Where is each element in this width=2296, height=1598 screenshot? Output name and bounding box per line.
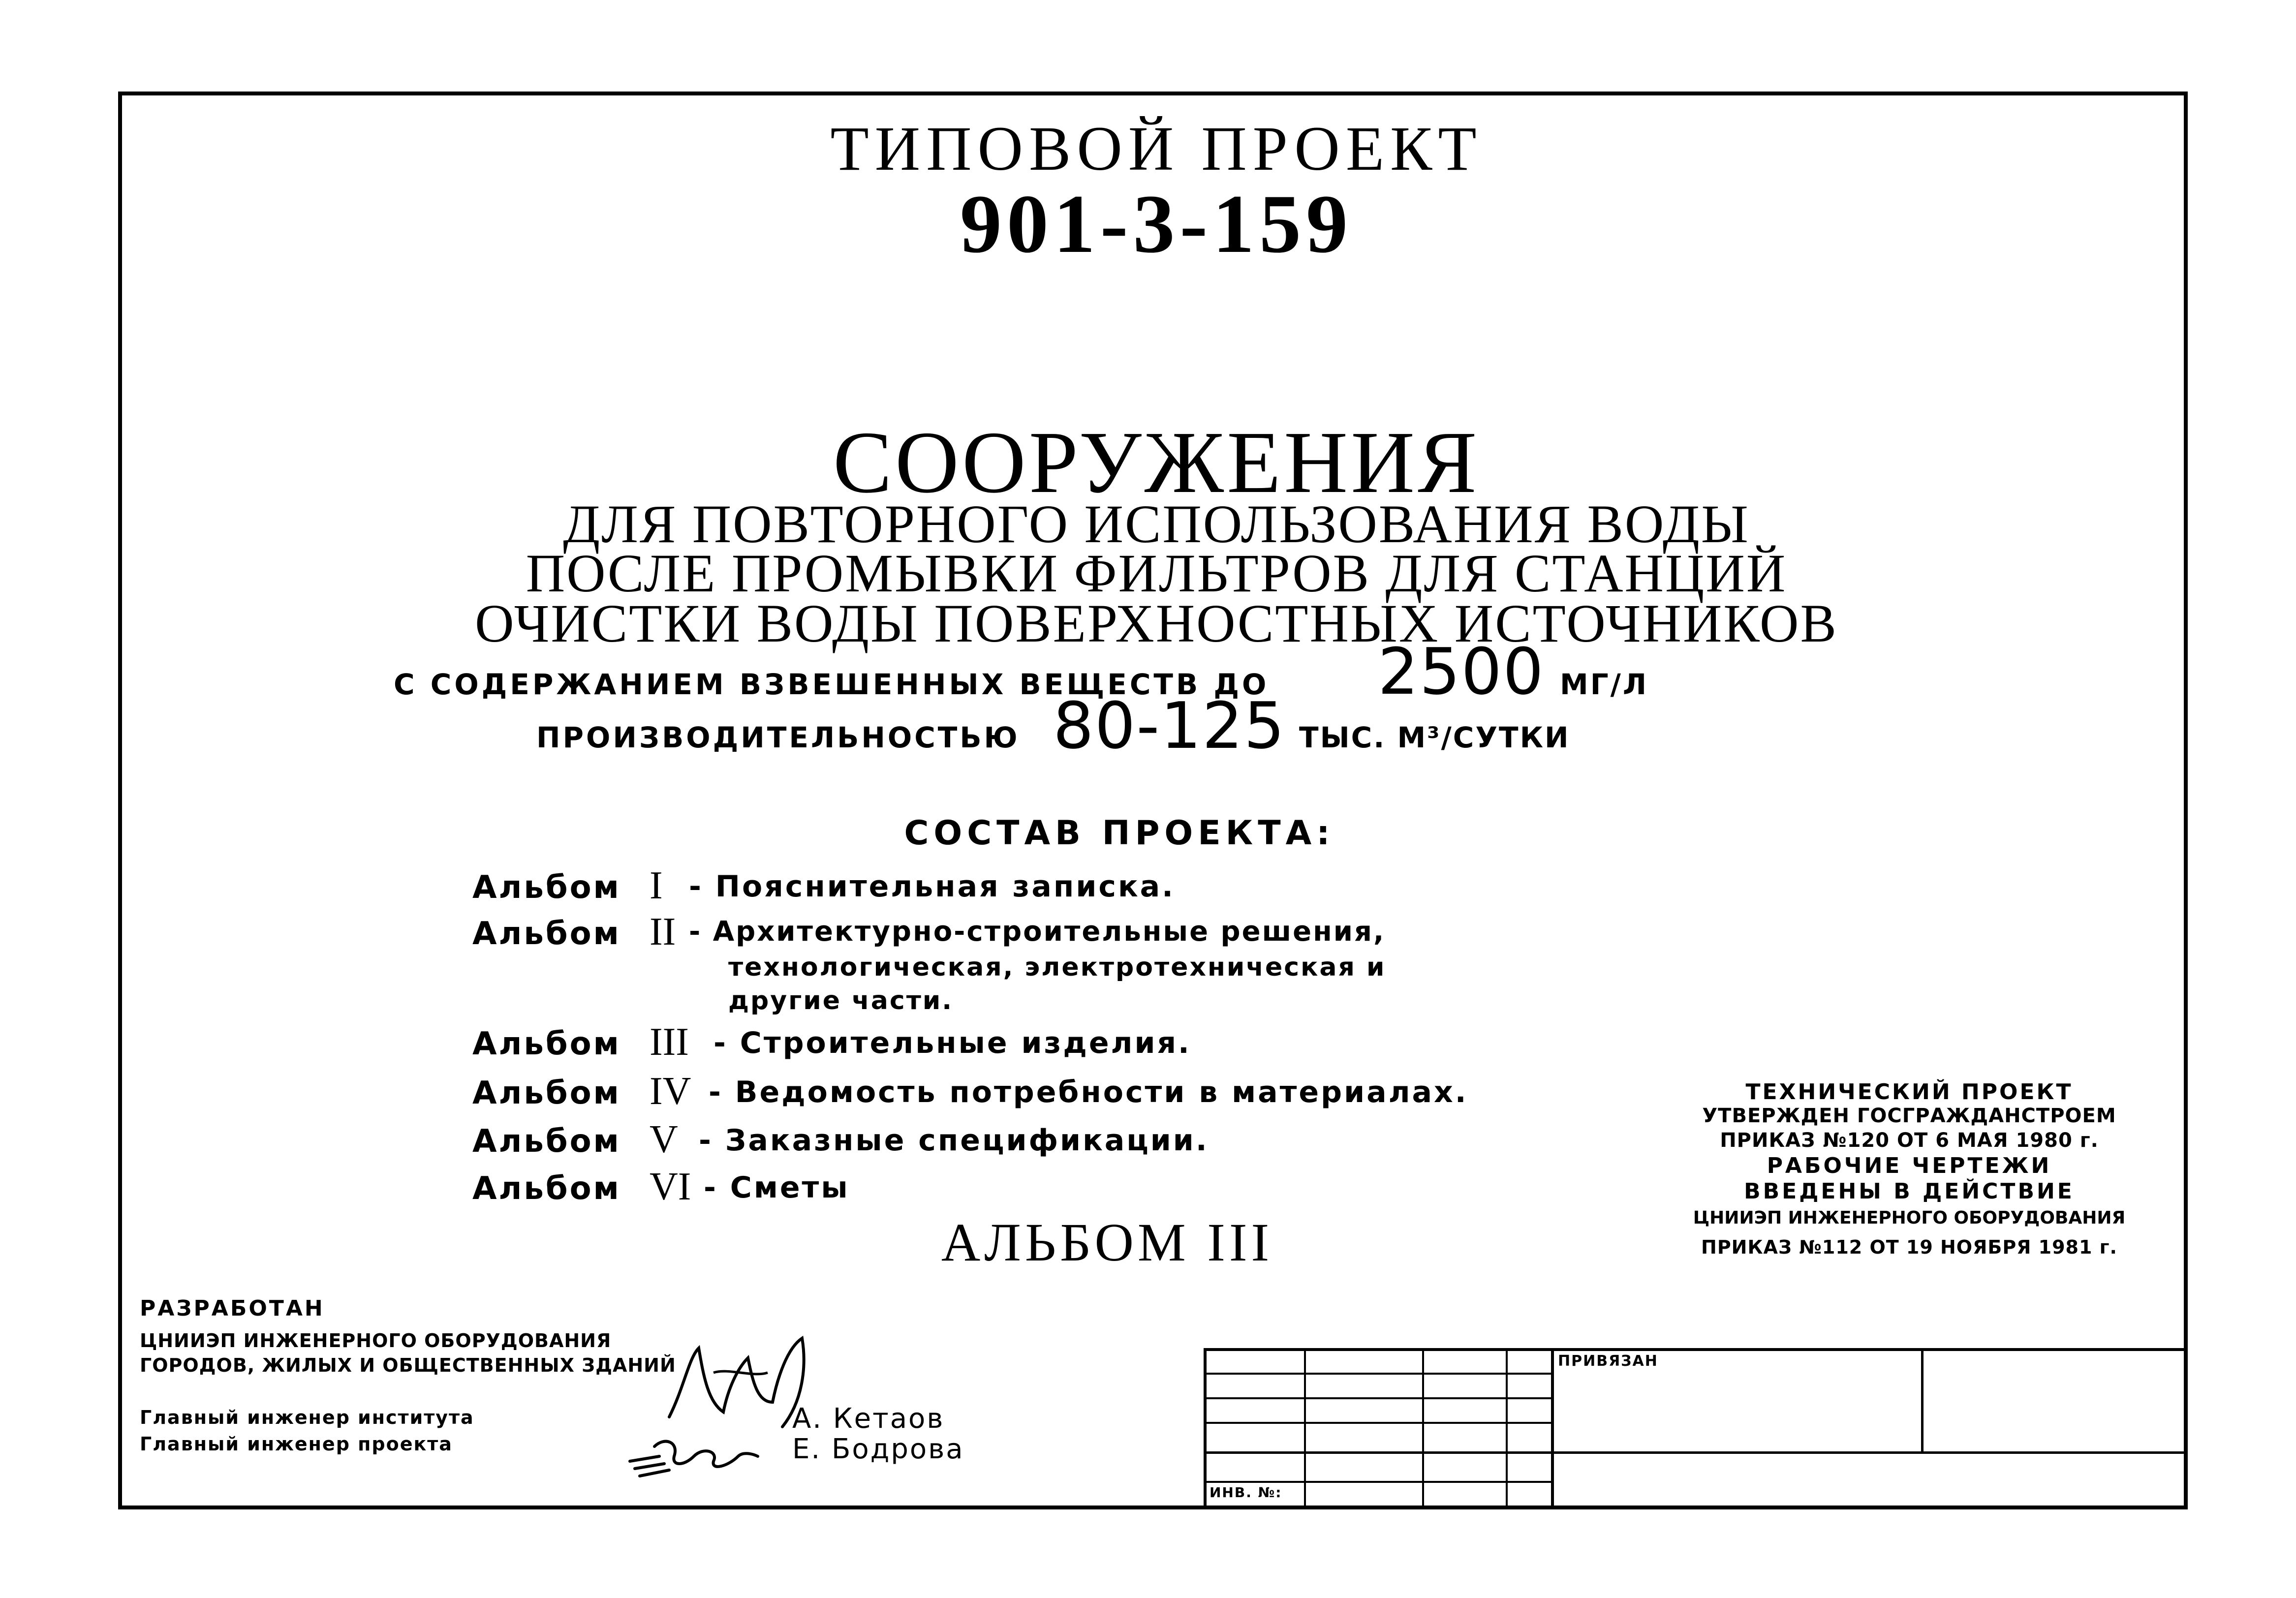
developer-line: ЦНИИЭП ИНЖЕНЕРНОГО ОБОРУДОВАНИЯ: [140, 1330, 612, 1352]
title-main: СООРУЖЕНИЯ: [833, 413, 1480, 511]
album-label: Альбом: [472, 869, 621, 906]
album-numeral: V: [650, 1118, 678, 1161]
role-chief-project: Главный инженер проекта: [140, 1433, 453, 1455]
album-label: Альбом: [472, 1170, 621, 1207]
stamp-grid-line: [1304, 1348, 1306, 1506]
album-text: - Архитектурно-строительные решения,: [689, 916, 1386, 948]
album-text-cont: другие части.: [728, 986, 954, 1015]
content-value: 2500: [1378, 634, 1545, 709]
signature-bodrova-icon: [625, 1427, 792, 1481]
signer-name-1: А. Кетаов: [792, 1403, 945, 1435]
stamp-border: [1204, 1348, 2188, 1351]
title-line-3: ПОСЛЕ ПРОМЫВКИ ФИЛЬТРОВ ДЛЯ СТАНЦИЙ: [526, 543, 1787, 603]
album-numeral: III: [650, 1020, 689, 1064]
composition-heading: СОСТАВ ПРОЕКТА:: [904, 814, 1335, 853]
album-numeral: II: [650, 910, 676, 953]
approval-line: ПРИКАЗ №112 ОТ 19 НОЯБРЯ 1981 г.: [1701, 1236, 2117, 1258]
album-text-cont: технологическая, электротехническая и: [728, 953, 1386, 982]
sheet-frame: [118, 92, 2188, 1509]
album-text: - Строительные изделия.: [714, 1026, 1191, 1060]
approval-line: ВВЕДЕНЫ В ДЕЙСТВИЕ: [1744, 1179, 2075, 1204]
approval-line: УТВЕРЖДЕН ГОСГРАЖДАНСТРОЕМ: [1702, 1105, 2116, 1127]
capacity-prefix: ПРОИЗВОДИТЕЛЬНОСТЬЮ: [536, 721, 1020, 754]
project-number: 901-3-159: [960, 178, 1353, 270]
stamp-grid-line: [1551, 1348, 1554, 1506]
stamp-grid-line: [1422, 1348, 1424, 1506]
developer-heading: РАЗРАБОТАН: [140, 1296, 325, 1321]
album-numeral: VI: [650, 1165, 691, 1208]
album-text: - Ведомость потребности в материалах.: [709, 1075, 1468, 1109]
stamp-grid-line: [1204, 1373, 1553, 1375]
album-numeral: I: [650, 864, 663, 907]
stamp-grid-line: [1204, 1422, 1553, 1424]
capacity-value: 80-125: [1053, 688, 1286, 763]
capacity-unit: ТЫС. М³/СУТКИ: [1299, 721, 1570, 754]
current-album: АЛЬБОМ III: [941, 1212, 1273, 1272]
stamp-grid-line: [1204, 1397, 1553, 1399]
approval-line: РАБОЧИЕ ЧЕРТЕЖИ: [1767, 1153, 2052, 1178]
album-label: Альбом: [472, 1075, 621, 1111]
approval-line: ТЕХНИЧЕСКИЙ ПРОЕКТ: [1745, 1079, 2073, 1105]
album-label: Альбом: [472, 1123, 621, 1160]
title-line-4: ОЧИСТКИ ВОДЫ ПОВЕРХНОСТНЫХ ИСТОЧНИКОВ: [475, 593, 1838, 653]
signer-name-2: Е. Бодрова: [792, 1433, 964, 1465]
stamp-grid-line: [1506, 1348, 1508, 1506]
album-numeral: IV: [650, 1070, 691, 1113]
approval-line: ПРИКАЗ №120 ОТ 6 МАЯ 1980 г.: [1720, 1129, 2099, 1152]
album-text: - Сметы: [704, 1170, 850, 1205]
role-chief-institute: Главный инженер института: [140, 1407, 474, 1428]
header-title: ТИПОВОЙ ПРОЕКТ: [830, 114, 1483, 184]
album-label: Альбом: [472, 1026, 621, 1062]
stamp-grid-line: [1921, 1348, 1924, 1451]
stamp-inv-label: ИНВ. №:: [1210, 1484, 1282, 1501]
album-text: - Заказные спецификации.: [699, 1123, 1209, 1158]
stamp-bound-label: ПРИВЯЗАН: [1558, 1352, 1658, 1370]
title-line-2: ДЛЯ ПОВТОРНОГО ИСПОЛЬЗОВАНИЯ ВОДЫ: [563, 494, 1750, 554]
content-prefix: С СОДЕРЖАНИЕМ ВЗВЕШЕННЫХ ВЕЩЕСТВ ДО: [394, 668, 1270, 701]
developer-line: ГОРОДОВ, ЖИЛЫХ И ОБЩЕСТВЕННЫХ ЗДАНИЙ: [140, 1354, 676, 1376]
stamp-grid-line: [1204, 1451, 2188, 1454]
content-unit: МГ/Л: [1560, 668, 1649, 701]
album-text: - Пояснительная записка.: [689, 869, 1175, 904]
album-label: Альбом: [472, 916, 621, 952]
stamp-grid-line: [1204, 1481, 1553, 1483]
approval-line: ЦНИИЭП ИНЖЕНЕРНОГО ОБОРУДОВАНИЯ: [1693, 1208, 2126, 1228]
